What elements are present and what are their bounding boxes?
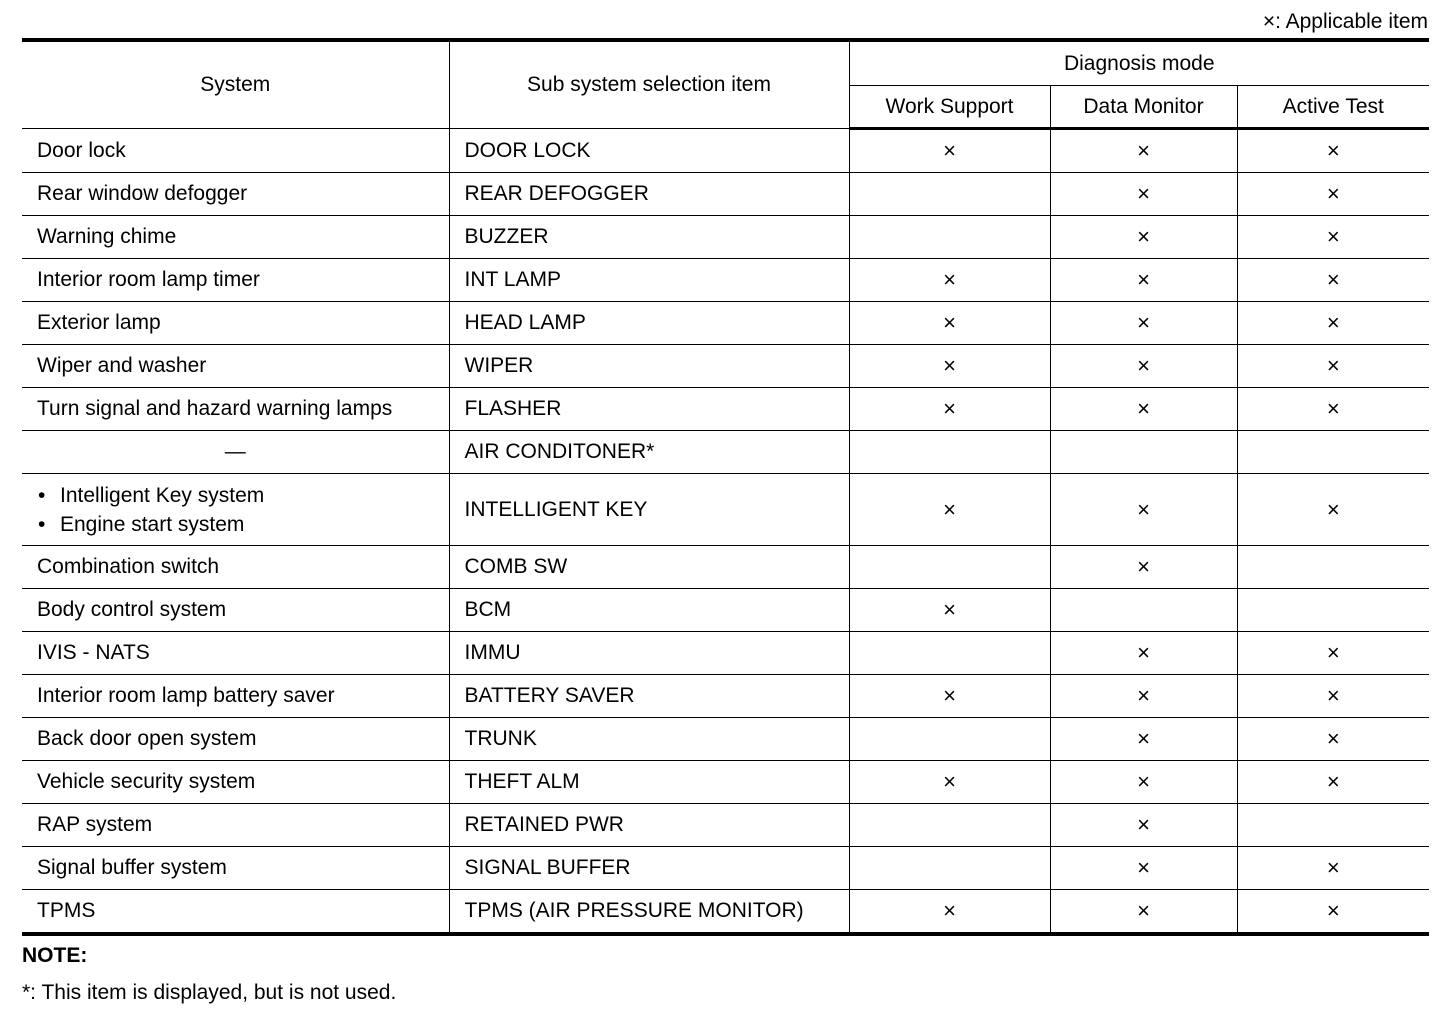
cell-system: Back door open system bbox=[22, 718, 449, 761]
cell-sub-system: TRUNK bbox=[449, 718, 849, 761]
table-row bbox=[22, 761, 1429, 804]
header-active-test: Active Test bbox=[1237, 86, 1429, 129]
cell-work-support: × bbox=[849, 589, 1050, 632]
cell-data-monitor: × bbox=[1050, 345, 1237, 388]
cell-active-test bbox=[1237, 804, 1429, 847]
cell-system: IVIS - NATS bbox=[22, 632, 449, 675]
cell-work-support: × bbox=[849, 761, 1050, 804]
cell-sub-system: BUZZER bbox=[449, 216, 849, 259]
cell-work-support: × bbox=[849, 675, 1050, 718]
system-bullet-list bbox=[37, 481, 449, 539]
cell-sub-system: WIPER bbox=[449, 345, 849, 388]
cell-active-test bbox=[1237, 546, 1429, 589]
cell-data-monitor: × bbox=[1050, 804, 1237, 847]
cell-active-test bbox=[1237, 431, 1429, 474]
cell-work-support bbox=[849, 718, 1050, 761]
note-text: *: This item is displayed, but is not used. bbox=[22, 981, 397, 1004]
cell-sub-system: IMMU bbox=[449, 632, 849, 675]
cell-work-support: × bbox=[849, 259, 1050, 302]
cell-data-monitor: × bbox=[1050, 129, 1237, 173]
cell-data-monitor: × bbox=[1050, 302, 1237, 345]
table-row bbox=[22, 474, 1429, 546]
cell-data-monitor bbox=[1050, 431, 1237, 474]
cell-active-test: × bbox=[1237, 718, 1429, 761]
cell-system: Body control system bbox=[22, 589, 449, 632]
table-row bbox=[22, 632, 1429, 675]
cell-work-support: × bbox=[849, 302, 1050, 345]
table-row bbox=[22, 890, 1429, 935]
cell-data-monitor: × bbox=[1050, 890, 1237, 935]
cell-active-test: × bbox=[1237, 632, 1429, 675]
cell-work-support: × bbox=[849, 474, 1050, 546]
system-bullet-item: • Engine start system bbox=[37, 510, 449, 539]
cell-work-support: × bbox=[849, 890, 1050, 935]
cell-active-test: × bbox=[1237, 474, 1429, 546]
table-row bbox=[22, 173, 1429, 216]
cell-sub-system: DOOR LOCK bbox=[449, 129, 849, 173]
cell-system: Combination switch bbox=[22, 546, 449, 589]
cell-data-monitor: × bbox=[1050, 847, 1237, 890]
cell-system: Turn signal and hazard warning lamps bbox=[22, 388, 449, 431]
table-row bbox=[22, 302, 1429, 345]
cell-active-test: × bbox=[1237, 173, 1429, 216]
cell-work-support: × bbox=[849, 129, 1050, 173]
cell-active-test bbox=[1237, 589, 1429, 632]
cell-data-monitor: × bbox=[1050, 388, 1237, 431]
cell-sub-system: COMB SW bbox=[449, 546, 849, 589]
cell-system: Signal buffer system bbox=[22, 847, 449, 890]
cell-active-test: × bbox=[1237, 675, 1429, 718]
cell-sub-system: AIR CONDITONER* bbox=[449, 431, 849, 474]
cell-system: Warning chime bbox=[22, 216, 449, 259]
table-row bbox=[22, 804, 1429, 847]
cell-system bbox=[22, 474, 449, 546]
header-data-monitor: Data Monitor bbox=[1050, 86, 1237, 129]
system-bullet-item: • Intelligent Key system bbox=[37, 481, 449, 510]
cell-work-support bbox=[849, 546, 1050, 589]
cell-system: Wiper and washer bbox=[22, 345, 449, 388]
table-row bbox=[22, 345, 1429, 388]
table-row bbox=[22, 129, 1429, 173]
cell-work-support bbox=[849, 216, 1050, 259]
table-row bbox=[22, 589, 1429, 632]
cell-system: Rear window defogger bbox=[22, 173, 449, 216]
cell-sub-system: HEAD LAMP bbox=[449, 302, 849, 345]
cell-sub-system: INT LAMP bbox=[449, 259, 849, 302]
cell-system: Vehicle security system bbox=[22, 761, 449, 804]
cell-data-monitor: × bbox=[1050, 216, 1237, 259]
cell-data-monitor bbox=[1050, 589, 1237, 632]
cell-sub-system: FLASHER bbox=[449, 388, 849, 431]
header-sub-system: Sub system selection item bbox=[449, 40, 849, 129]
cell-work-support bbox=[849, 847, 1050, 890]
table-row bbox=[22, 546, 1429, 589]
cell-sub-system: TPMS (AIR PRESSURE MONITOR) bbox=[449, 890, 849, 935]
table-row bbox=[22, 675, 1429, 718]
cell-system: TPMS bbox=[22, 890, 449, 935]
cell-work-support bbox=[849, 632, 1050, 675]
legend: ×: Applicable item bbox=[1262, 10, 1428, 33]
diagnosis-mode-table bbox=[22, 38, 1429, 936]
table-row bbox=[22, 259, 1429, 302]
table-body bbox=[22, 129, 1429, 935]
cell-sub-system: THEFT ALM bbox=[449, 761, 849, 804]
cell-active-test: × bbox=[1237, 761, 1429, 804]
cell-active-test: × bbox=[1237, 302, 1429, 345]
cell-data-monitor: × bbox=[1050, 474, 1237, 546]
cell-work-support: × bbox=[849, 388, 1050, 431]
cell-active-test: × bbox=[1237, 259, 1429, 302]
cell-work-support bbox=[849, 804, 1050, 847]
cell-data-monitor: × bbox=[1050, 718, 1237, 761]
cell-active-test: × bbox=[1237, 890, 1429, 935]
cell-system: Interior room lamp timer bbox=[22, 259, 449, 302]
table-row bbox=[22, 388, 1429, 431]
cell-system: — bbox=[22, 431, 449, 474]
cell-sub-system: BATTERY SAVER bbox=[449, 675, 849, 718]
cell-system: Interior room lamp battery saver bbox=[22, 675, 449, 718]
cell-data-monitor: × bbox=[1050, 761, 1237, 804]
cell-data-monitor: × bbox=[1050, 632, 1237, 675]
table-row bbox=[22, 431, 1429, 474]
cell-system: Exterior lamp bbox=[22, 302, 449, 345]
cell-active-test: × bbox=[1237, 216, 1429, 259]
cell-work-support bbox=[849, 173, 1050, 216]
cell-work-support: × bbox=[849, 345, 1050, 388]
cell-active-test: × bbox=[1237, 345, 1429, 388]
header-system: System bbox=[22, 40, 449, 129]
cell-active-test: × bbox=[1237, 847, 1429, 890]
cell-sub-system: REAR DEFOGGER bbox=[449, 173, 849, 216]
cell-data-monitor: × bbox=[1050, 546, 1237, 589]
cell-active-test: × bbox=[1237, 129, 1429, 173]
cell-sub-system: BCM bbox=[449, 589, 849, 632]
cell-data-monitor: × bbox=[1050, 259, 1237, 302]
table-header bbox=[22, 40, 1429, 129]
cell-work-support bbox=[849, 431, 1050, 474]
table-row bbox=[22, 847, 1429, 890]
header-diagnosis-mode: Diagnosis mode bbox=[849, 40, 1429, 86]
cell-active-test: × bbox=[1237, 388, 1429, 431]
cell-system: RAP system bbox=[22, 804, 449, 847]
cell-sub-system: RETAINED PWR bbox=[449, 804, 849, 847]
header-work-support: Work Support bbox=[849, 86, 1050, 129]
note-heading: NOTE: bbox=[22, 944, 88, 967]
table-row bbox=[22, 718, 1429, 761]
cell-system: Door lock bbox=[22, 129, 449, 173]
cell-data-monitor: × bbox=[1050, 173, 1237, 216]
cell-sub-system: SIGNAL BUFFER bbox=[449, 847, 849, 890]
cell-data-monitor: × bbox=[1050, 675, 1237, 718]
cell-sub-system: INTELLIGENT KEY bbox=[449, 474, 849, 546]
table-row bbox=[22, 216, 1429, 259]
